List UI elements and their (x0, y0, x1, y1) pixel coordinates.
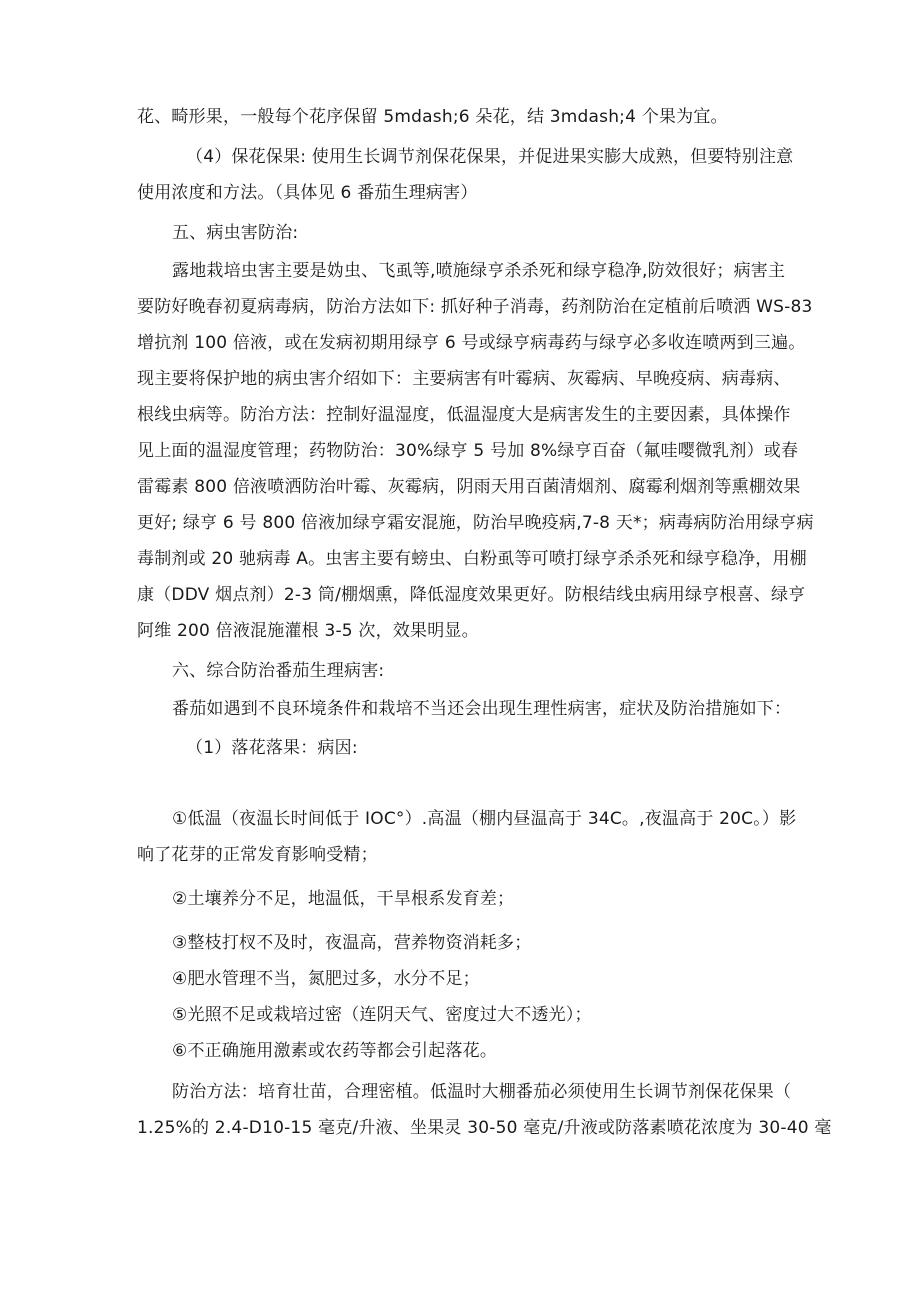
text-line: 根线虫病等。防治方法：控制好温湿度，低温湿度大是病害发生的主要因素，具体操作 (137, 405, 791, 425)
text-line: 增抗剂 100 倍液，或在发病初期用绿亨 6 号或绿亨病毒药与绿亨必多收连喷两到三遍。 (137, 333, 806, 353)
text-line: 番茄如遇到不良环境条件和栽培不当还会出现生理性病害，症状及防治措施如下： (172, 699, 792, 719)
list-item: ②土壤养分不足，地温低，干旱根系发育差； (172, 889, 515, 909)
text-line: 露地栽培虫害主要是妫虫、飞虱等,喷施绿亨杀杀死和绿亨稳净,防效很好；病害主 (172, 261, 786, 281)
text-line: （4）保花保果: 使用生长调节剂保花保果，并促进果实膨大成熟，但要特别注意 (186, 147, 794, 167)
text-line: 雷霉素 800 倍液喷洒防治叶霉、灰霉病，阴雨天用百菌清烟剂、腐霉利烟剂等熏棚效果 (137, 477, 801, 497)
text-line: 使用浓度和方法。（具体见 6 番茄生理病害） (137, 183, 478, 203)
text-line: 见上面的温湿度管理；药物防治：30%绿亨 5 号加 8%绿亨百奋（氟哇嘤微乳剂）或春 (137, 441, 799, 461)
text-line: 花、畸形果，一般每个花序保留 5mdash;6 朵花，结 3mdash;4 个果为宜。 (137, 107, 728, 127)
text-line: 阿维 200 倍液混施灌根 3-5 次，效果明显。 (137, 621, 479, 641)
text-line: （1）落花落果：病因: (186, 738, 358, 758)
text-line: 要防好晚春初夏病毒病，防治方法如下: 抓好种子消毒，药剂防治在定植前后喷洒 WS-83 (137, 297, 813, 317)
list-item: ①低温（夜温长时间低于 IOC°）.高温（棚内昼温高于 34C。,夜温高于 20C。）影 (172, 809, 797, 829)
text-line: 1.25%的 2.4-D10-15 毫克/升液、坐果灵 30-50 毫克/升液或防落素喷花浓度为 30-40 毫 (137, 1118, 832, 1138)
text-line: 毒制剂或 20 驰病毒 A。虫害主要有螃虫、白粉虱等可喷打绿亨杀杀死和绿亨稳净，用棚 (137, 549, 807, 569)
text-line: 防治方法：培育壮苗，合理密植。低温时大棚番茄必须使用生长调节剂保花保果（ (172, 1082, 792, 1102)
list-item: ⑥不正确施用激素或农药等都会引起落花。 (172, 1041, 498, 1061)
list-item: ④肥水管理不当，氮肥过多，水分不足； (172, 969, 480, 989)
text-line: 更好; 绿亨 6 号 800 倍液加绿亨霜安混施，防治早晚疫病,7-8 天*；病毒病防治用绿亨病 (137, 513, 814, 533)
section-heading: 五、病虫害防治: (172, 223, 299, 243)
text-line: 现主要将保护地的病虫害介绍如下：主要病害有叶霉病、灰霉病、早晚疫病、病毒病、 (137, 369, 791, 389)
list-item: ⑤光照不足或栽培过密（连阴天气、密度过大不透光）； (172, 1005, 592, 1025)
section-heading: 六、综合防治番茄生理病害: (172, 661, 385, 681)
text-line: 响了花芽的正常发育影响受精； (137, 845, 378, 865)
text-line: 康（DDV 烟点剂）2-3 筒/棚烟熏，降低湿度效果更好。防根结线虫病用绿亨根喜、绿亨 (137, 585, 806, 605)
list-item: ③整枝打杈不及时，夜温高，营养物资消耗多； (172, 933, 532, 953)
